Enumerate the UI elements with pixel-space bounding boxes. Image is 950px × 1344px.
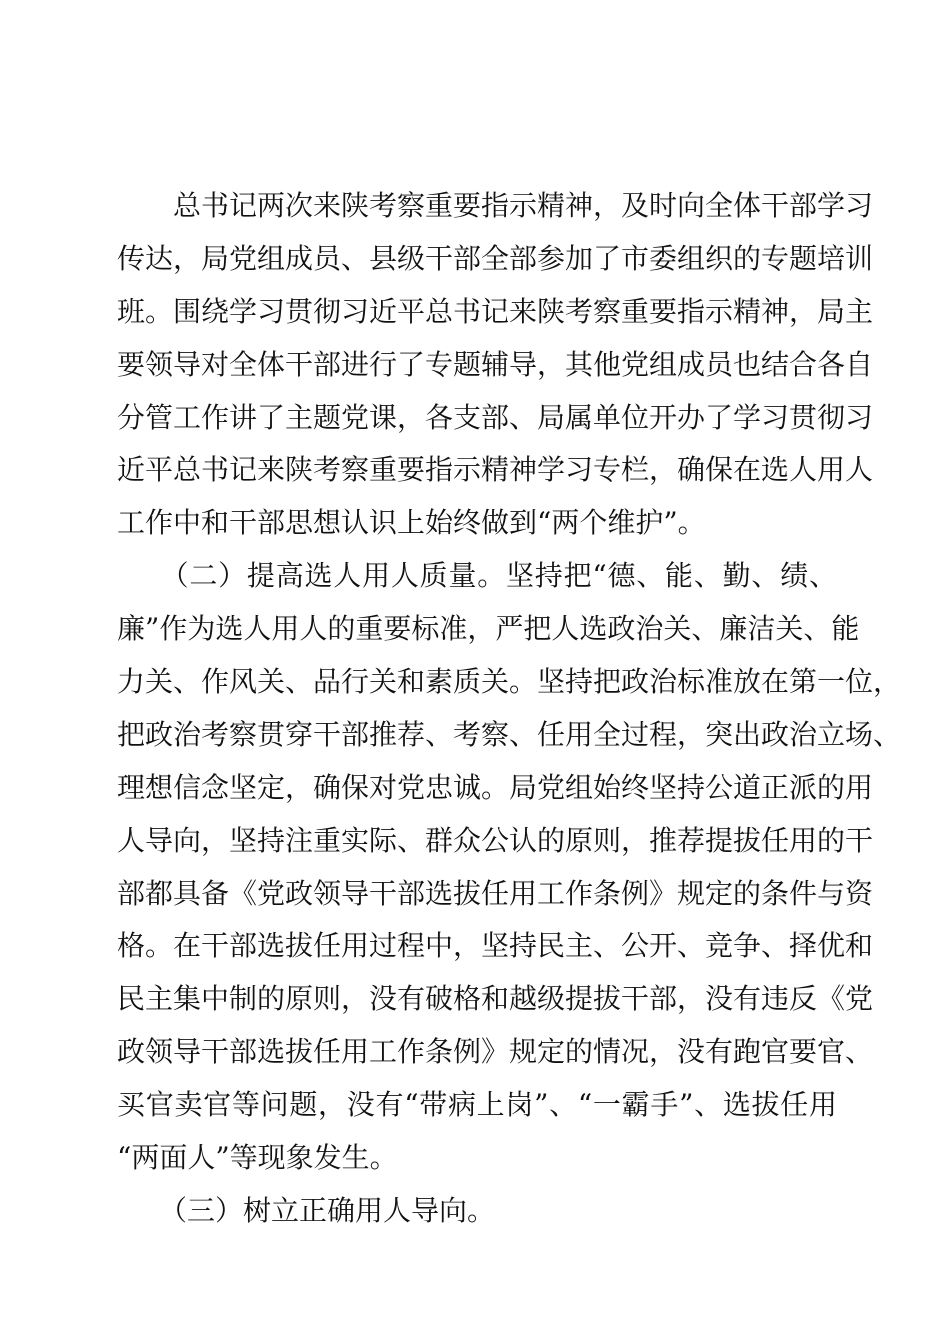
paragraph-1-line-2: 传达，局党组成员、县级干部全部参加了市委组织的专题培训 xyxy=(117,241,874,275)
paragraph-2-line-12: “两面人”等现象发生。 xyxy=(117,1141,398,1175)
paragraph-2-line-4: 把政治考察贯穿干部推荐、考察、任用全过程，突出政治立场、 xyxy=(117,717,902,751)
section-heading-3: （三）树立正确用人导向。 xyxy=(117,1193,496,1227)
paragraph-1-line-6: 近平总书记来陕考察重要指示精神学习专栏，确保在选人用人 xyxy=(117,453,874,487)
paragraph-1-line-7: 工作中和干部思想认识上始终做到“两个维护”。 xyxy=(117,506,706,540)
paragraph-1-line-5: 分管工作讲了主题党课，各支部、局属单位开办了学习贯彻习 xyxy=(117,400,874,434)
paragraph-2-line-6: 人导向，坚持注重实际、群众公认的原则，推荐提拔任用的干 xyxy=(117,823,874,857)
paragraph-2-line-5: 理想信念坚定，确保对党忠诚。局党组始终坚持公道正派的用 xyxy=(117,770,874,804)
paragraph-2-line-7: 部都具备《党政领导干部选拔任用工作条例》规定的条件与资 xyxy=(117,876,874,910)
paragraph-2-line-2: 廉”作为选人用人的重要标准，严把人选政治关、廉洁关、能 xyxy=(117,612,860,646)
paragraph-2-line-9: 民主集中制的原则，没有破格和越级提拔干部，没有违反《党 xyxy=(117,982,874,1016)
paragraph-2-line-10: 政领导干部选拔任用工作条例》规定的情况，没有跑官要官、 xyxy=(117,1035,874,1069)
paragraph-2-line-11: 买官卖官等问题，没有“带病上岗”、“一霸手”、选拔任用 xyxy=(117,1088,837,1122)
paragraph-2-line-1: （二）提高选人用人质量。坚持把“德、能、勤、绩、 xyxy=(117,559,837,593)
paragraph-2-line-8: 格。在干部选拔任用过程中，坚持民主、公开、竞争、择优和 xyxy=(117,929,874,963)
paragraph-1-line-3: 班。围绕学习贯彻习近平总书记来陕考察重要指示精神，局主 xyxy=(117,294,874,328)
paragraph-1-line-4: 要领导对全体干部进行了专题辅导，其他党组成员也结合各自 xyxy=(117,347,874,381)
paragraph-2-line-3: 力关、作风关、品行关和素质关。坚持把政治标准放在第一位， xyxy=(117,665,902,699)
paragraph-1-line-1: 总书记两次来陕考察重要指示精神，及时向全体干部学习 xyxy=(117,189,874,222)
document-body xyxy=(117,180,902,1238)
